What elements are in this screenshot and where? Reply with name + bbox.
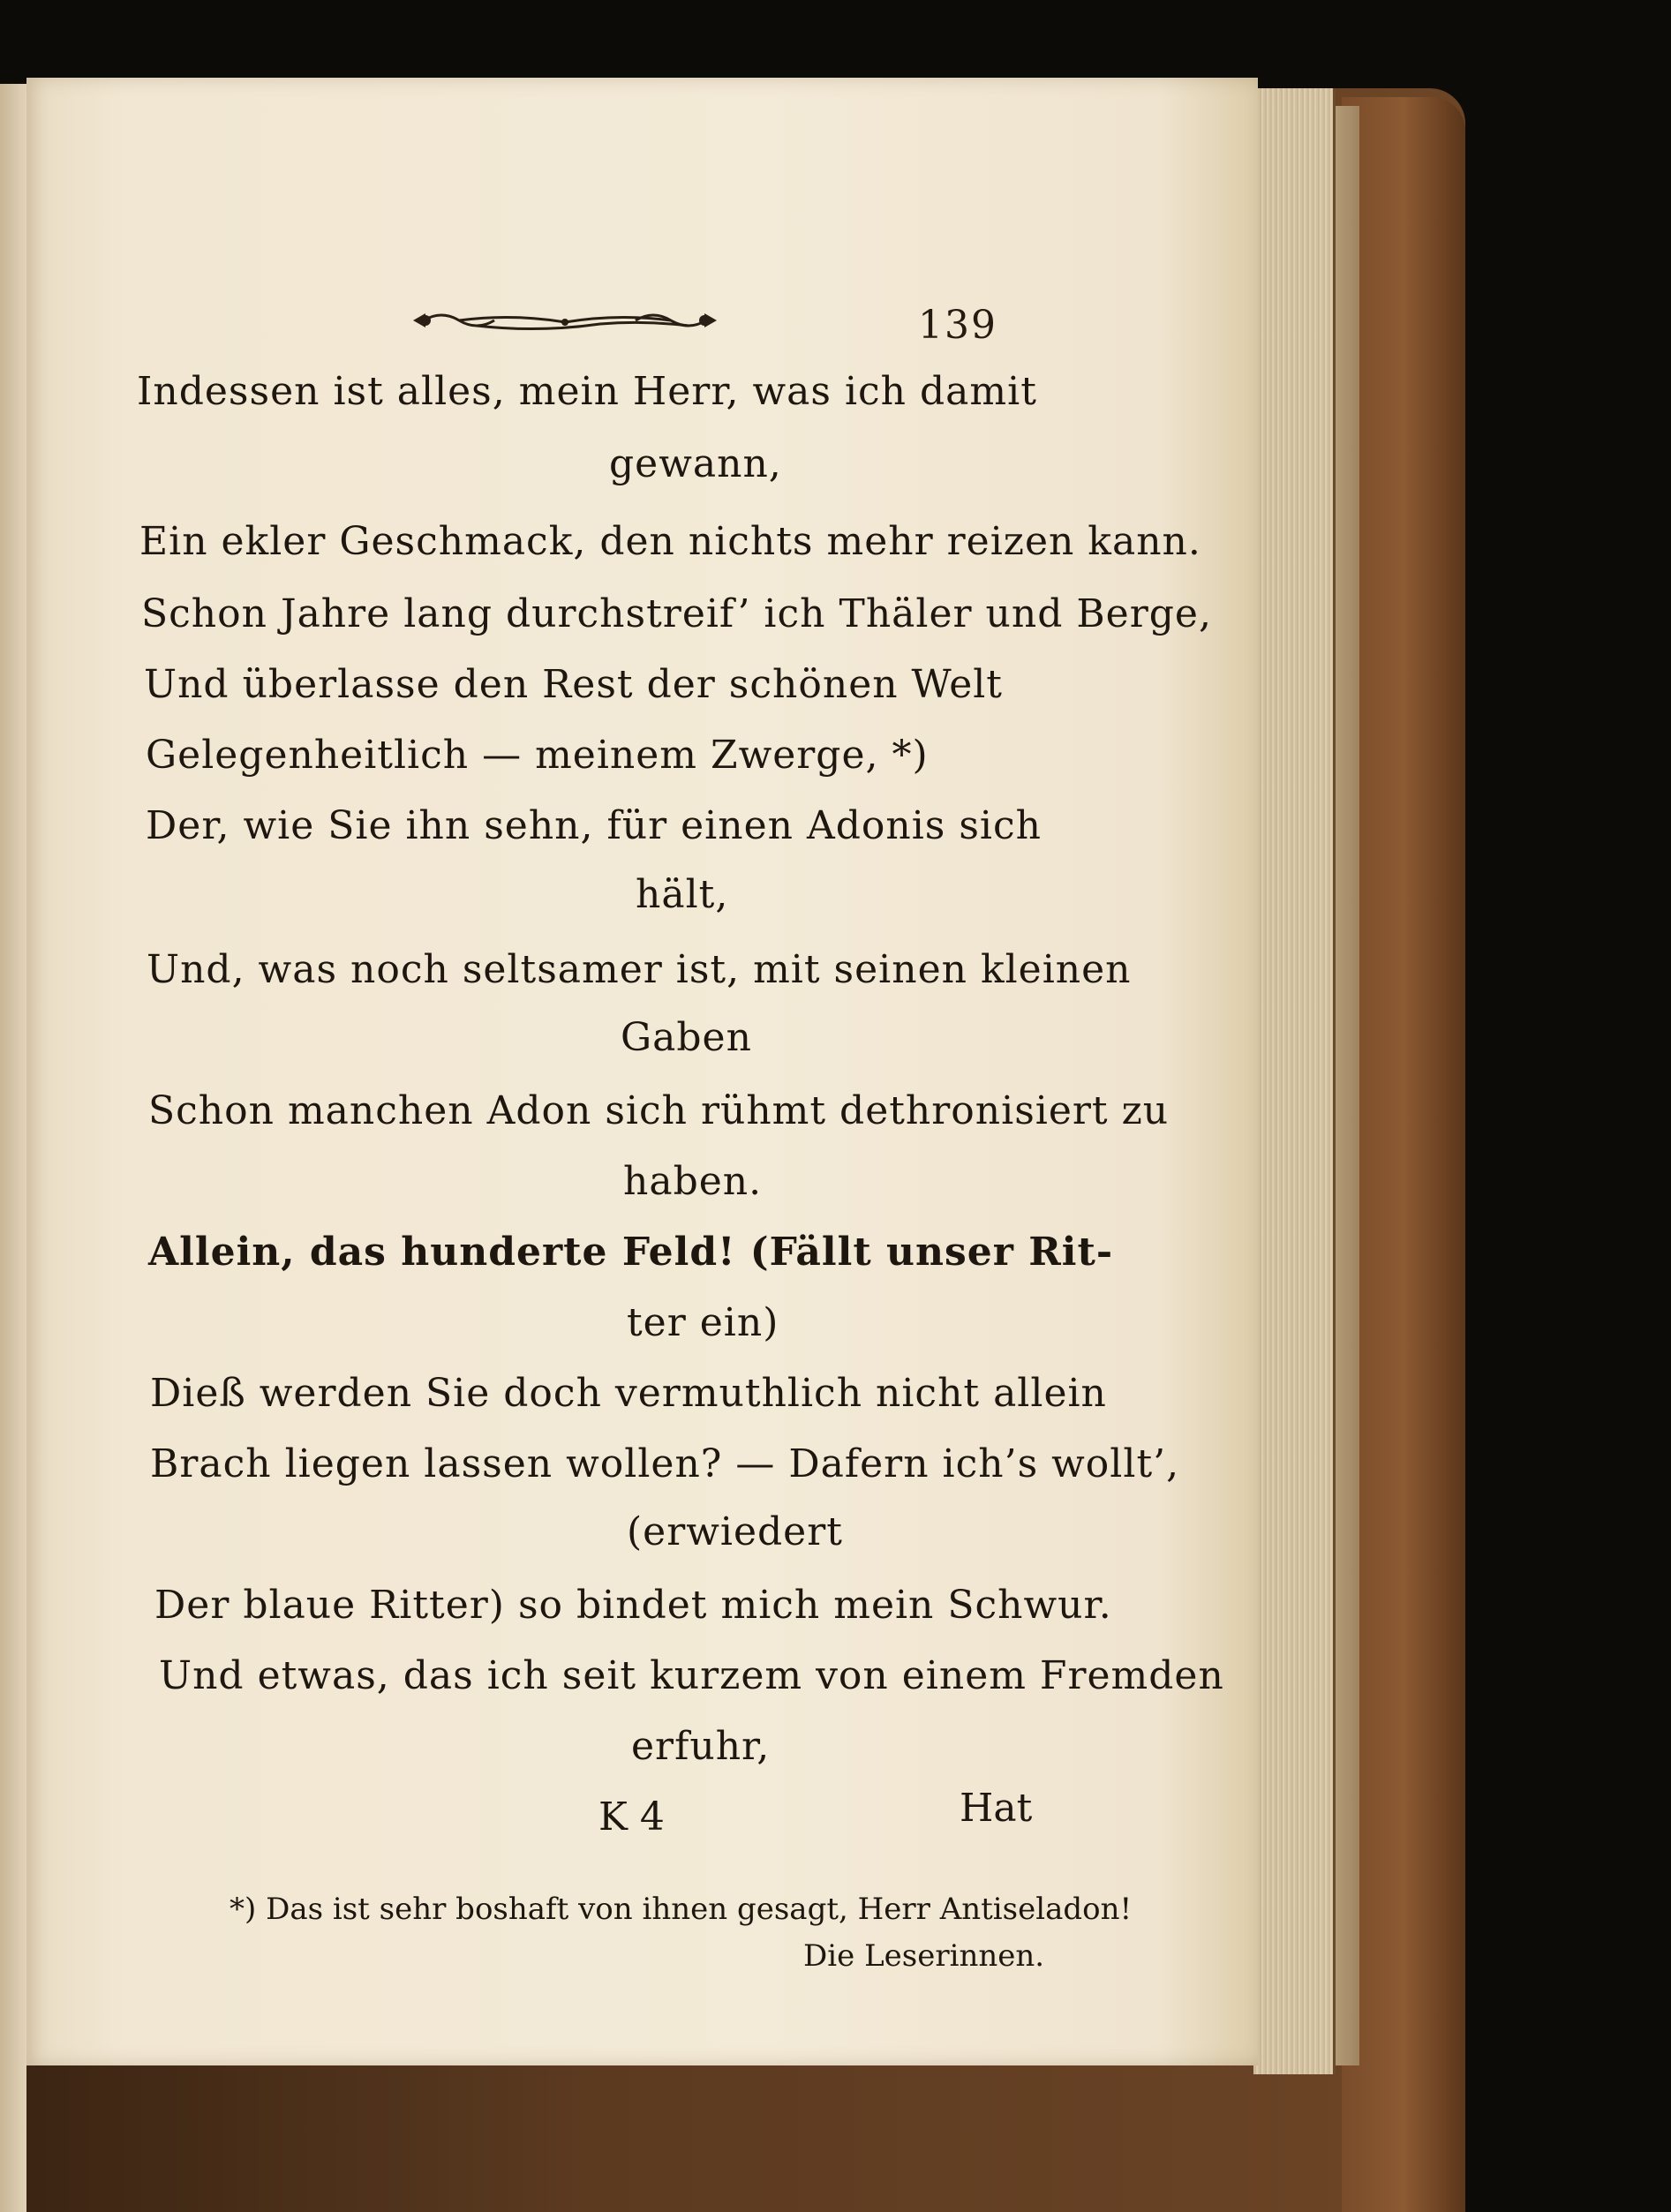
text-line: Der, wie Sie ihn sehn, für einen Adonis sich — [146, 803, 1042, 848]
text-line: Gelegenheitlich — meinem Zwerge, *) — [146, 733, 929, 778]
catchword: Hat — [960, 1786, 1033, 1831]
signature-mark: K 4 — [598, 1794, 665, 1840]
footnote: *) Das ist sehr boshaft von ihnen gesagt, Herr Antiseladon! — [230, 1892, 1133, 1927]
page-stack-shadow — [1333, 106, 1359, 2065]
text-line: Und, was noch seltsamer ist, mit seinen kleinen — [147, 947, 1132, 992]
text-line: Ein ekler Geschmack, den nichts mehr reizen kann. — [139, 519, 1201, 564]
text-line: Der blaue Ritter) so bindet mich mein Schwur. — [154, 1583, 1112, 1628]
text-line: haben. — [623, 1159, 763, 1204]
text-line: hält, — [636, 872, 729, 917]
text-line: Schon manchen Adon sich rühmt dethronisiert zu — [148, 1088, 1170, 1133]
text-line: Schon Jahre lang durchstreif’ ich Thäler und Berge, — [141, 591, 1212, 636]
text-line: Brach liegen lassen wollen? — Dafern ich’s wollt’, — [150, 1441, 1180, 1486]
text-line: Gaben — [621, 1015, 752, 1060]
text-line: Und etwas, das ich seit kurzem von einem Fremden — [159, 1653, 1224, 1698]
text-line: ter ein) — [627, 1300, 779, 1345]
poem-text — [26, 78, 1258, 2065]
book-page — [26, 78, 1258, 2065]
page-number: 139 — [918, 303, 997, 348]
text-line: Und überlasse den Rest der schönen Welt — [144, 662, 1003, 707]
book-cover-edge — [1342, 97, 1465, 2212]
text-line: Allein, das hunderte Feld! (Fällt unser Rit- — [148, 1230, 1114, 1275]
text-line: (erwiedert — [627, 1509, 843, 1554]
page-stack-edges — [1253, 88, 1336, 2074]
left-page-edge — [0, 84, 26, 2212]
text-line: gewann, — [609, 441, 782, 486]
text-line: Indessen ist alles, mein Herr, was ich damit — [137, 369, 1037, 414]
text-line: Dieß werden Sie doch vermuthlich nicht allein — [150, 1371, 1107, 1416]
footnote-attribution: Die Leserinnen. — [803, 1938, 1045, 1974]
text-line: erfuhr, — [631, 1724, 771, 1769]
